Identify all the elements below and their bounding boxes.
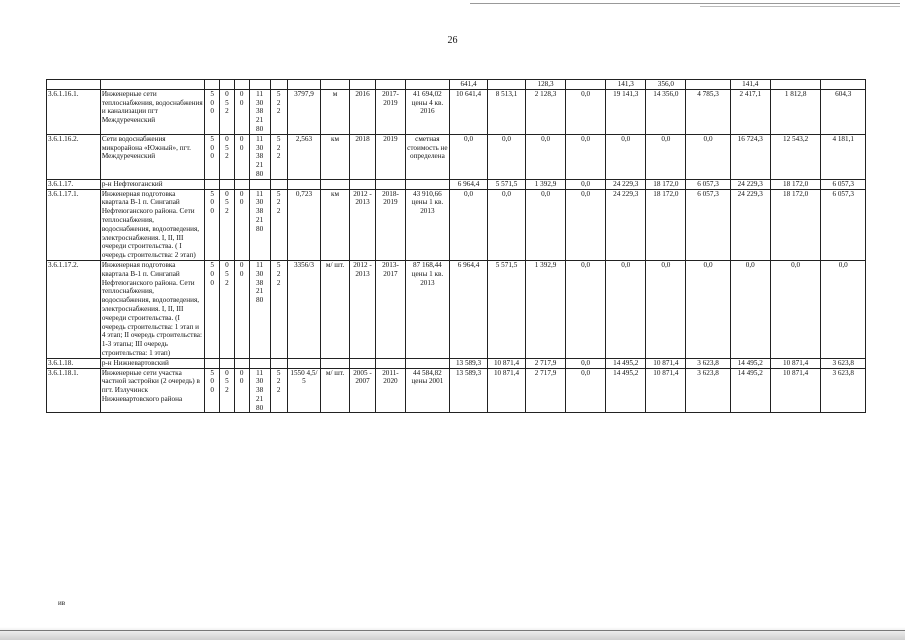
code-digit [220, 134, 235, 179]
code-digit-line: 0 [210, 386, 214, 395]
empty-cell [220, 179, 235, 189]
code-digit-line: 0 [210, 107, 214, 116]
table-row [47, 134, 866, 179]
amount-cell: 10 871,4 [770, 358, 821, 368]
carryover-row [47, 80, 866, 90]
code-digit-line: 2 [225, 152, 229, 161]
code-digit-line: 0 [239, 134, 244, 143]
empty-cell [287, 358, 321, 368]
object-name: р-н Нефтеюганский [100, 179, 204, 189]
code-digit-line: 2 [225, 207, 229, 216]
empty-cell [234, 179, 249, 189]
amount-cell: 24 229,3 [730, 189, 770, 260]
code-digit-line: 0 [225, 189, 229, 198]
empty-cell [376, 358, 406, 368]
code-digit-line: 0 [210, 269, 214, 278]
code-group [270, 368, 287, 413]
code-group-line: 80 [256, 224, 264, 233]
period: 2013-2017 [376, 260, 406, 358]
code-group-line: 80 [256, 296, 264, 305]
empty-cell [376, 179, 406, 189]
empty-cell [205, 179, 220, 189]
amount-cell: 18 172,0 [646, 189, 686, 260]
code-digit-line: 0 [210, 278, 214, 287]
start-year: 2012 - 2013 [349, 260, 375, 358]
amount-cell: 19 141,3 [606, 89, 646, 134]
code-digit-line: 5 [225, 377, 229, 386]
amount-cell: 0,0 [821, 260, 866, 358]
amount-cell: 14 495,2 [606, 368, 646, 413]
carryover-cell: 141,4 [730, 80, 770, 90]
estimated-cost: 41 694,02 цены 4 кв. 2016 [405, 89, 449, 134]
code-digit-line: 0 [210, 98, 214, 107]
code-group-line: 30 [256, 377, 264, 386]
empty-cell [321, 358, 349, 368]
amount-cell: 3 623,8 [821, 368, 866, 413]
code-digit-line: 5 [225, 269, 229, 278]
empty-cell [321, 179, 349, 189]
code-group-line: 21 [256, 116, 264, 125]
amount-cell: 0,0 [730, 260, 770, 358]
code-group-line: 5 [276, 260, 281, 269]
code-digit-line: 5 [210, 260, 214, 269]
code-group-line: 21 [256, 215, 264, 224]
code-digit-line: 2 [225, 107, 229, 116]
amount-cell: 24 229,3 [606, 189, 646, 260]
object-name: Инженерная подготовка квартала В-1 п. Сингапай Нефтеюганского района. Сети теплоснабжения, водоснабжения, водоотведения, электроснабжения. I, II, III очереди строительства. ( I очередь строительства: 2 этап) [100, 189, 204, 260]
estimated-cost: сметная стоимость не определена [405, 134, 449, 179]
amount-cell: 0,0 [526, 134, 566, 179]
object-name: Инженерная подготовка квартала В-1 п. Сингапай Нефтеюганского района. Сети теплоснабжения, водоснабжения, водоотведения, электроснабжения. I, II, III очереди строительства. (I очередь строительства: 1 этап и 4 этап; II очередь строительства: 1-3 этапы; III очередь строительства: 1 этап) [100, 260, 204, 358]
code-digit [234, 89, 249, 134]
row-code: 3.6.1.17.2. [47, 260, 101, 358]
amount-cell: 14 495,2 [730, 358, 770, 368]
code-group-line: 38 [256, 152, 264, 161]
scan-edge-line [0, 630, 905, 631]
table-row [47, 260, 866, 358]
amount-cell: 0,0 [646, 260, 686, 358]
code-group-line: 21 [256, 394, 264, 403]
unit: км [321, 189, 349, 260]
amount-cell: 2 417,1 [730, 89, 770, 134]
empty-cell [249, 358, 270, 368]
code-group-line: 2 [276, 98, 281, 107]
code-group-line: 11 [256, 189, 264, 198]
amount-cell: 10 871,4 [488, 358, 526, 368]
code-digit-line: 0 [210, 198, 214, 207]
code-group-line: 2 [276, 207, 281, 216]
amount-cell: 0,0 [686, 134, 730, 179]
amount-cell: 10 871,4 [646, 368, 686, 413]
code-group [270, 189, 287, 260]
amount-cell: 10 871,4 [770, 368, 821, 413]
amount-cell: 8 513,1 [488, 89, 526, 134]
object-name: р-н Нижневартовский [100, 358, 204, 368]
table-row [47, 368, 866, 413]
empty-cell [349, 358, 375, 368]
investment-table [46, 79, 866, 413]
code-group-line: 38 [256, 278, 264, 287]
code-digit-line: 2 [225, 278, 229, 287]
scan-top-rule [700, 6, 900, 7]
amount-cell: 3 623,8 [686, 368, 730, 413]
amount-cell: 0,0 [606, 134, 646, 179]
empty-cell [220, 358, 235, 368]
code-digit [205, 260, 220, 358]
code-group-line: 38 [256, 386, 264, 395]
empty-cell [205, 358, 220, 368]
code-group-line: 80 [256, 169, 264, 178]
amount-cell: 4 785,3 [686, 89, 730, 134]
code-group-line: 5 [276, 368, 281, 377]
code-digit-line: 0 [239, 189, 244, 198]
amount-cell: 0,0 [566, 260, 606, 358]
code-digit [234, 260, 249, 358]
amount-cell: 5 571,5 [488, 179, 526, 189]
amount-cell: 5 571,5 [488, 260, 526, 358]
code-digit-line: 0 [225, 260, 229, 269]
code-digit [234, 189, 249, 260]
code-group-line: 11 [256, 89, 264, 98]
code-digit-line: 0 [225, 89, 229, 98]
amount-cell: 18 172,0 [770, 179, 821, 189]
code-group-line: 30 [256, 98, 264, 107]
start-year: 2018 [349, 134, 375, 179]
estimated-cost: 43 910,66 цены 1 кв. 2013 [405, 189, 449, 260]
table-row [47, 179, 866, 189]
code-digit-line: 5 [210, 89, 214, 98]
code-digit-line: 0 [210, 152, 214, 161]
code-group-line: 2 [276, 386, 281, 395]
start-year: 2012 - 2013 [349, 189, 375, 260]
period: 2019 [376, 134, 406, 179]
code-group-line: 5 [276, 89, 281, 98]
code-group [249, 89, 270, 134]
code-digit-line: 0 [239, 260, 244, 269]
code-digit-line: 2 [225, 386, 229, 395]
code-group-line: 30 [256, 269, 264, 278]
code-digit-line: 0 [225, 368, 229, 377]
code-digit-line: 5 [210, 189, 214, 198]
code-digit [234, 134, 249, 179]
code-digit-line: 0 [239, 377, 244, 386]
code-group [249, 368, 270, 413]
carryover-cell: 128,3 [526, 80, 566, 90]
amount-cell: 2 717,9 [526, 358, 566, 368]
amount-cell: 13 589,3 [450, 358, 488, 368]
code-group-line: 30 [256, 143, 264, 152]
code-group [249, 189, 270, 260]
code-group-line: 80 [256, 124, 264, 133]
code-group [270, 89, 287, 134]
code-digit [234, 368, 249, 413]
capacity: 2,563 [287, 134, 321, 179]
code-group-line: 80 [256, 403, 264, 412]
scan-edge [0, 627, 905, 640]
amount-cell: 0,0 [686, 260, 730, 358]
amount-cell: 0,0 [450, 134, 488, 179]
capacity: 0,723 [287, 189, 321, 260]
period: 2011-2020 [376, 368, 406, 413]
amount-cell: 0,0 [566, 89, 606, 134]
estimated-cost: 44 584,82 цены 2001 [405, 368, 449, 413]
scan-top-rule [470, 3, 900, 4]
page-number: 26 [447, 35, 458, 46]
unit: м/ шт. [321, 368, 349, 413]
capacity: 3356/3 [287, 260, 321, 358]
code-digit [205, 189, 220, 260]
row-code: 3.6.1.17. [47, 179, 101, 189]
code-group-line: 21 [256, 287, 264, 296]
amount-cell: 3 623,8 [686, 358, 730, 368]
carryover-cell: 356,0 [646, 80, 686, 90]
empty-cell [405, 179, 449, 189]
amount-cell: 6 057,3 [686, 179, 730, 189]
code-digit [205, 368, 220, 413]
period: 2017-2019 [376, 89, 406, 134]
amount-cell: 18 172,0 [646, 179, 686, 189]
code-group [249, 134, 270, 179]
amount-cell: 6 964,4 [450, 179, 488, 189]
amount-cell: 14 356,0 [646, 89, 686, 134]
start-year: 2016 [349, 89, 375, 134]
code-group-line: 5 [276, 134, 281, 143]
amount-cell: 16 724,3 [730, 134, 770, 179]
unit: м/ шт. [321, 260, 349, 358]
amount-cell: 4 181,1 [821, 134, 866, 179]
amount-cell: 0,0 [566, 134, 606, 179]
code-digit-line: 0 [210, 377, 214, 386]
object-name: Инженерные сети участка частной застройки (2 очередь) в пгт. Излучинск Нижневартовского района [100, 368, 204, 413]
amount-cell: 0,0 [646, 134, 686, 179]
amount-cell: 2 717,9 [526, 368, 566, 413]
code-group-line: 11 [256, 260, 264, 269]
code-digit-line: 5 [225, 143, 229, 152]
amount-cell: 0,0 [526, 189, 566, 260]
code-digit-line: 0 [239, 143, 244, 152]
empty-cell [270, 358, 287, 368]
code-group [249, 260, 270, 358]
carryover-cell: 141,3 [606, 80, 646, 90]
amount-cell: 10 641,4 [450, 89, 488, 134]
code-digit [220, 189, 235, 260]
code-digit-line: 0 [239, 198, 244, 207]
amount-cell: 18 172,0 [770, 189, 821, 260]
amount-cell: 0,0 [566, 368, 606, 413]
code-digit-line: 0 [225, 134, 229, 143]
code-group-line: 2 [276, 198, 281, 207]
code-digit [220, 368, 235, 413]
start-year: 2005 - 2007 [349, 368, 375, 413]
code-digit [205, 89, 220, 134]
code-digit [220, 260, 235, 358]
empty-cell [349, 179, 375, 189]
code-group-line: 11 [256, 368, 264, 377]
amount-cell: 0,0 [566, 358, 606, 368]
footer-note: ив [58, 599, 66, 607]
amount-cell: 6 057,3 [686, 189, 730, 260]
amount-cell: 0,0 [606, 260, 646, 358]
amount-cell: 0,0 [566, 179, 606, 189]
amount-cell: 6 964,4 [450, 260, 488, 358]
table-row [47, 89, 866, 134]
carryover-cell: 641,4 [450, 80, 488, 90]
code-digit-line: 5 [210, 134, 214, 143]
amount-cell: 0,0 [488, 189, 526, 260]
code-group [270, 260, 287, 358]
code-digit [205, 134, 220, 179]
empty-cell [249, 179, 270, 189]
code-digit-line: 5 [210, 368, 214, 377]
empty-cell [270, 179, 287, 189]
amount-cell: 3 623,8 [821, 358, 866, 368]
code-digit-line: 0 [210, 143, 214, 152]
code-group-line: 38 [256, 107, 264, 116]
code-group-line: 2 [276, 269, 281, 278]
row-code: 3.6.1.16.2. [47, 134, 101, 179]
amount-cell: 14 495,2 [730, 368, 770, 413]
code-digit-line: 0 [239, 89, 244, 98]
code-group-line: 21 [256, 161, 264, 170]
unit: м [321, 89, 349, 134]
empty-cell [287, 179, 321, 189]
code-digit-line: 5 [225, 198, 229, 207]
amount-cell: 0,0 [566, 189, 606, 260]
amount-cell: 12 543,2 [770, 134, 821, 179]
estimated-cost: 87 168,44 цены 1 кв. 2013 [405, 260, 449, 358]
code-digit-line: 0 [239, 269, 244, 278]
code-group-line: 11 [256, 134, 264, 143]
row-code: 3.6.1.17.1. [47, 189, 101, 260]
code-digit [220, 89, 235, 134]
amount-cell: 24 229,3 [606, 179, 646, 189]
empty-cell [234, 358, 249, 368]
amount-cell: 1 392,9 [526, 260, 566, 358]
amount-cell: 24 229,3 [730, 179, 770, 189]
amount-cell: 1 812,8 [770, 89, 821, 134]
code-digit-line: 0 [239, 368, 244, 377]
code-digit-line: 0 [210, 207, 214, 216]
code-group-line: 2 [276, 107, 281, 116]
code-group-line: 30 [256, 198, 264, 207]
amount-cell: 10 871,4 [488, 368, 526, 413]
amount-cell: 6 057,3 [821, 189, 866, 260]
amount-cell: 6 057,3 [821, 179, 866, 189]
amount-cell: 0,0 [770, 260, 821, 358]
code-group-line: 2 [276, 143, 281, 152]
empty-cell [405, 358, 449, 368]
code-group-line: 38 [256, 207, 264, 216]
object-name: Инженерные сети теплоснабжения, водоснабжения и канализации пгт Междуреченский [100, 89, 204, 134]
code-group [270, 134, 287, 179]
code-group-line: 5 [276, 189, 281, 198]
amount-cell: 604,3 [821, 89, 866, 134]
object-name: Сети водоснабжения микрорайона «Южный», пгт. Междуреченский [100, 134, 204, 179]
row-code: 3.6.1.16.1. [47, 89, 101, 134]
code-group-line: 2 [276, 278, 281, 287]
code-group-line: 2 [276, 377, 281, 386]
table-body [47, 80, 866, 413]
code-digit-line: 5 [225, 98, 229, 107]
amount-cell: 0,0 [488, 134, 526, 179]
amount-cell: 2 128,3 [526, 89, 566, 134]
period: 2018-2019 [376, 189, 406, 260]
row-code: 3.6.1.18.1. [47, 368, 101, 413]
unit: км [321, 134, 349, 179]
code-digit-line: 0 [239, 98, 244, 107]
amount-cell: 1 392,9 [526, 179, 566, 189]
amount-cell: 10 871,4 [646, 358, 686, 368]
capacity: 1550 4,5/ 5 [287, 368, 321, 413]
capacity: 3797,9 [287, 89, 321, 134]
table-row [47, 358, 866, 368]
amount-cell: 14 495,2 [606, 358, 646, 368]
code-group-line: 2 [276, 152, 281, 161]
amount-cell: 13 589,3 [450, 368, 488, 413]
table-row [47, 189, 866, 260]
row-code: 3.6.1.18. [47, 358, 101, 368]
amount-cell: 0,0 [450, 189, 488, 260]
